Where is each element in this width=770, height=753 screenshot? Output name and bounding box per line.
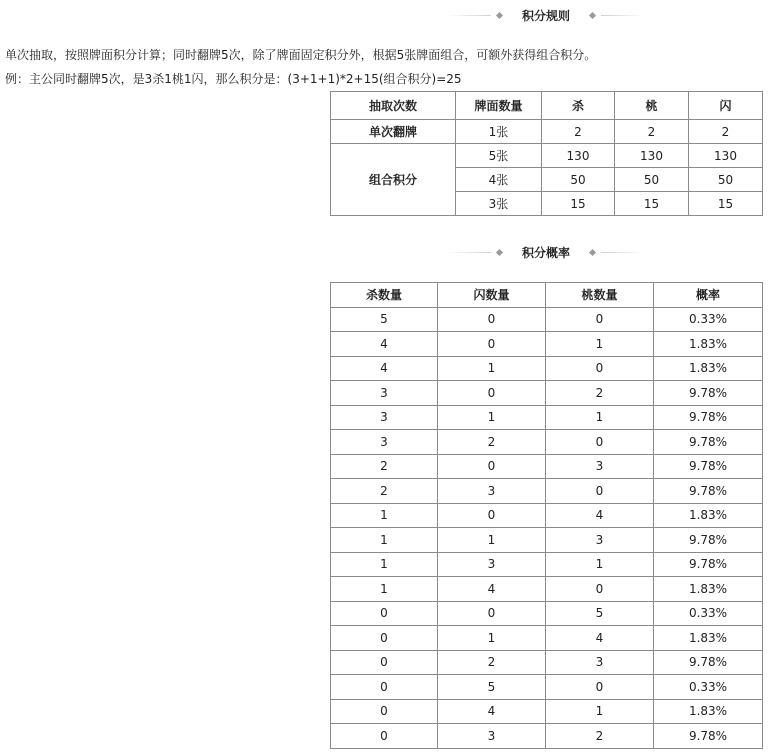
table-cell: 9.78% [654,724,763,749]
header-cell: 抽取次数 [331,92,456,120]
table-cell: 3 [546,454,654,479]
table-cell: 0 [546,307,654,332]
table-cell: 1 [438,356,546,381]
header-cell: 桃数量 [546,283,654,308]
table-row [331,528,763,553]
table-cell: 0 [331,724,438,749]
table-cell: 4 [438,577,546,602]
prob-table-body [331,307,763,748]
table-cell: 2 [689,120,763,144]
table-row [331,503,763,528]
table-cell: 1 [331,552,438,577]
table-cell: 1.83% [654,626,763,651]
table-cell: 1 [546,332,654,357]
table-cell: 0 [331,626,438,651]
title-divider-right [601,15,645,16]
table-row [331,626,763,651]
table-cell: 1 [331,577,438,602]
table-cell: 9.78% [654,454,763,479]
table-cell: 3 [546,650,654,675]
table-cell: 9.78% [654,552,763,577]
table-cell: 3张 [456,192,542,216]
table-cell: 0 [438,332,546,357]
table-cell: 130 [689,144,763,168]
table-cell: 0 [438,601,546,626]
table-row [331,120,763,144]
header-cell: 杀 [542,92,615,120]
table-cell: 9.78% [654,430,763,455]
header-cell: 牌面数量 [456,92,542,120]
table-cell: 9.78% [654,528,763,553]
table-cell: 0 [331,699,438,724]
table-cell: 4 [438,699,546,724]
title-divider-right [601,252,645,253]
diamond-icon [589,248,596,255]
table-cell: 0 [546,430,654,455]
rules-example: 例：主公同时翻牌5次，是3杀1桃1闪，那么积分是：(3+1+1)*2+15(组合积分)=25 [5,72,462,86]
table-cell: 5 [331,307,438,332]
table-cell: 0 [546,356,654,381]
table-cell: 3 [438,552,546,577]
table-cell: 0 [438,503,546,528]
probability-table [330,282,763,749]
table-cell: 1.83% [654,699,763,724]
table-cell: 1 [546,405,654,430]
table-cell: 1 [438,626,546,651]
table-row [331,356,763,381]
table-cell: 2 [542,120,615,144]
table-cell: 1张 [456,120,542,144]
table-cell: 3 [438,724,546,749]
table-cell: 1.83% [654,577,763,602]
table-cell: 9.78% [654,405,763,430]
table-cell: 1.83% [654,503,763,528]
table-cell: 1.83% [654,356,763,381]
table-cell: 0.33% [654,307,763,332]
table-cell: 9.78% [654,650,763,675]
table-cell: 5 [438,675,546,700]
rules-section-title [330,5,762,25]
table-row [331,454,763,479]
diamond-icon [589,11,596,18]
table-cell: 1.83% [654,332,763,357]
table-cell: 5张 [456,144,542,168]
rules-table [330,91,763,216]
header-cell: 桃 [615,92,689,120]
table-cell: 0 [546,479,654,504]
rules-title-text: 积分规则 [521,8,570,23]
combo-score-label: 组合积分 [331,144,456,216]
table-row [331,650,763,675]
table-cell: 0 [546,675,654,700]
table-cell: 1 [331,528,438,553]
single-flip-label: 单次翻牌 [331,120,456,144]
table-cell: 15 [542,192,615,216]
table-cell: 2 [615,120,689,144]
table-cell: 3 [438,479,546,504]
table-cell: 2 [546,724,654,749]
table-row [331,430,763,455]
title-divider-left [447,15,491,16]
table-cell: 130 [542,144,615,168]
table-cell: 2 [438,650,546,675]
table-cell: 3 [331,430,438,455]
rules-description: 单次抽取，按照牌面积分计算；同时翻牌5次，除了牌面固定积分外，根据5张牌面组合，可额外获得组合积分。 [5,48,597,62]
diamond-icon [496,248,503,255]
table-cell: 3 [546,528,654,553]
table-row [331,144,763,168]
table-cell: 4 [331,356,438,381]
header-cell: 闪 [689,92,763,120]
header-cell: 闪数量 [438,283,546,308]
table-row [331,601,763,626]
table-cell: 1 [438,405,546,430]
rules-table-header [331,92,763,120]
table-cell: 4张 [456,168,542,192]
table-row [331,479,763,504]
table-cell: 0.33% [654,601,763,626]
table-cell: 4 [331,332,438,357]
table-cell: 0 [331,650,438,675]
table-cell: 2 [438,430,546,455]
table-cell: 0 [438,307,546,332]
table-cell: 1 [438,528,546,553]
prob-section-title [330,242,762,262]
diamond-icon [496,11,503,18]
table-cell: 1 [546,552,654,577]
table-cell: 1 [331,503,438,528]
prob-table-header [331,283,763,308]
table-cell: 15 [689,192,763,216]
table-row [331,699,763,724]
table-row [331,724,763,749]
table-cell: 0 [546,577,654,602]
table-row [331,381,763,406]
table-cell: 2 [546,381,654,406]
table-cell: 0 [438,381,546,406]
table-cell: 50 [615,168,689,192]
table-cell: 130 [615,144,689,168]
table-cell: 4 [546,626,654,651]
table-row [331,307,763,332]
table-row [331,405,763,430]
table-cell: 0 [331,675,438,700]
table-cell: 0 [331,601,438,626]
table-cell: 9.78% [654,381,763,406]
table-row [331,675,763,700]
table-row [331,332,763,357]
table-cell: 2 [331,479,438,504]
title-divider-left [447,252,491,253]
prob-title-text: 积分概率 [521,245,570,260]
table-cell: 4 [546,503,654,528]
table-cell: 5 [546,601,654,626]
table-cell: 0 [438,454,546,479]
table-cell: 15 [615,192,689,216]
table-cell: 50 [689,168,763,192]
table-cell: 1 [546,699,654,724]
header-cell: 概率 [654,283,763,308]
table-cell: 50 [542,168,615,192]
table-row [331,577,763,602]
table-cell: 2 [331,454,438,479]
table-cell: 3 [331,381,438,406]
header-cell: 杀数量 [331,283,438,308]
table-row [331,552,763,577]
table-cell: 3 [331,405,438,430]
table-cell: 9.78% [654,479,763,504]
table-cell: 0.33% [654,675,763,700]
